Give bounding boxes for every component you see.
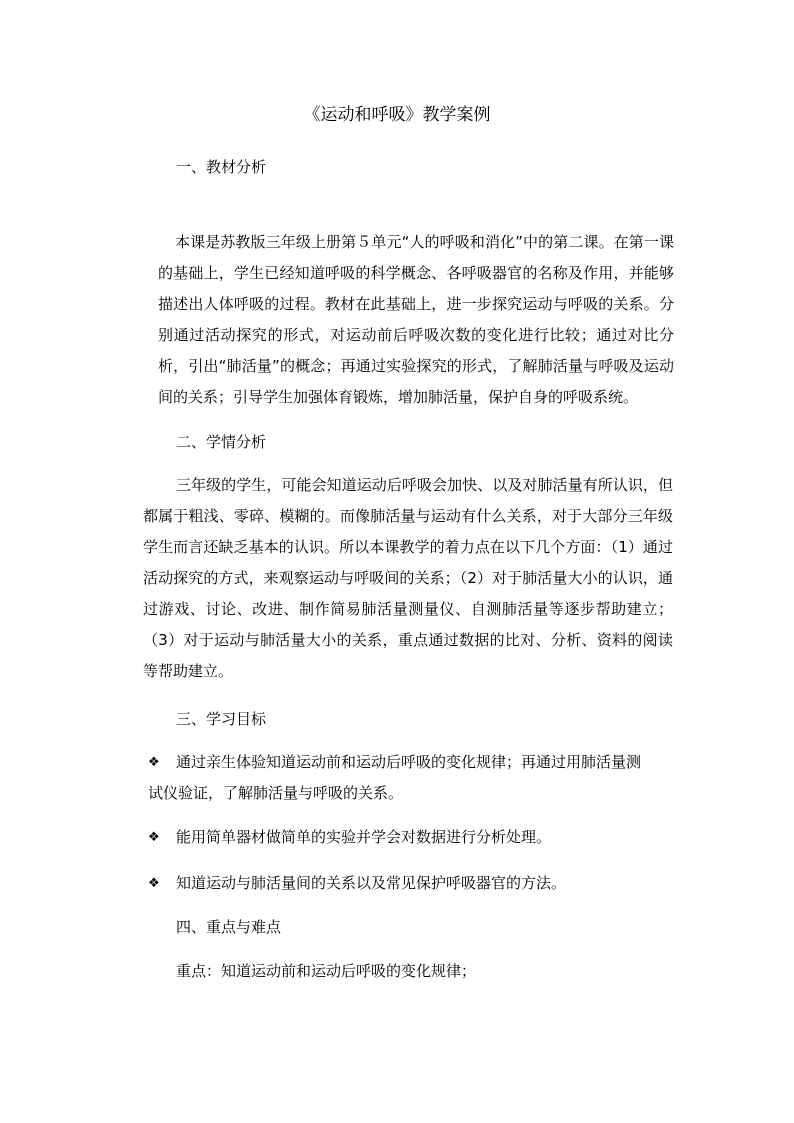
section-heading-textbook-analysis: 一、教材分析	[176, 158, 267, 176]
section-heading-learning-objectives: 三、学习目标	[176, 710, 267, 728]
key-point-text: 重点：知道运动前和运动后呼吸的变化规律；	[176, 962, 477, 980]
section-heading-key-and-difficult-points: 四、重点与难点	[176, 918, 282, 936]
paragraph-textbook-analysis: 本课是苏教版三年级上册第５单元“人的呼吸和消化”中的第二课。在第一课的基础上，学生已经知道呼吸的科学概念、各呼吸器官的名称及作用，并能够描述出人体呼吸的过程。教材在此基础上，进一步探究运动与呼吸的关系。分别通过活动探究的形式，对运动前后呼吸次数的变化进行比较；通过对比分析，引出“肺活量”的概念；再通过实验探究的形式，了解肺活量与呼吸及运动间的关系；引导学生加强体育锻炼，增加肺活量，保护自身的呼吸系统。	[158, 233, 674, 406]
objective-text-line: 试仪验证，了解肺活量与呼吸的关系。	[148, 784, 404, 802]
objective-item	[148, 822, 674, 853]
diamond-bullet-icon: ❖	[148, 876, 160, 891]
diamond-bullet-icon: ❖	[148, 830, 160, 845]
objective-text-line: 能用简单器材做简单的实验并学会对数据进行分析处理。	[176, 828, 552, 846]
objective-item	[148, 747, 674, 809]
objective-text-line: 知道运动与肺活量间的关系以及常见保护呼吸器官的方法。	[176, 874, 567, 892]
paragraph-learner-analysis: 三年级的学生，可能会知道运动后呼吸会加快、以及对肺活量有所认识，但都属于粗浅、零碎、模糊的。而像肺活量与运动有什么关系，对于大部分三年级学生而言还缺乏基本的认识。所以本课教学的着力点在以下几个方面：（1）通过活动探究的方式，来观察运动与呼吸间的关系；（2）对于肺活量大小的认识，通过游戏、讨论、改进、制作简易肺活量测量仪、自测肺活量等逐步帮助建立；（3）对于运动与肺活量大小的关系，重点通过数据的比对、分析、资料的阅读等帮助建立。	[143, 476, 673, 680]
diamond-bullet-icon: ❖	[148, 755, 160, 770]
objective-text-line: 通过亲生体验知道运动前和运动后呼吸的变化规律；再通过用肺活量测	[176, 753, 642, 771]
section-heading-learner-analysis: 二、学情分析	[176, 433, 267, 451]
objective-item	[148, 868, 674, 899]
document-title: 《运动和呼吸》教学案例	[303, 105, 491, 125]
